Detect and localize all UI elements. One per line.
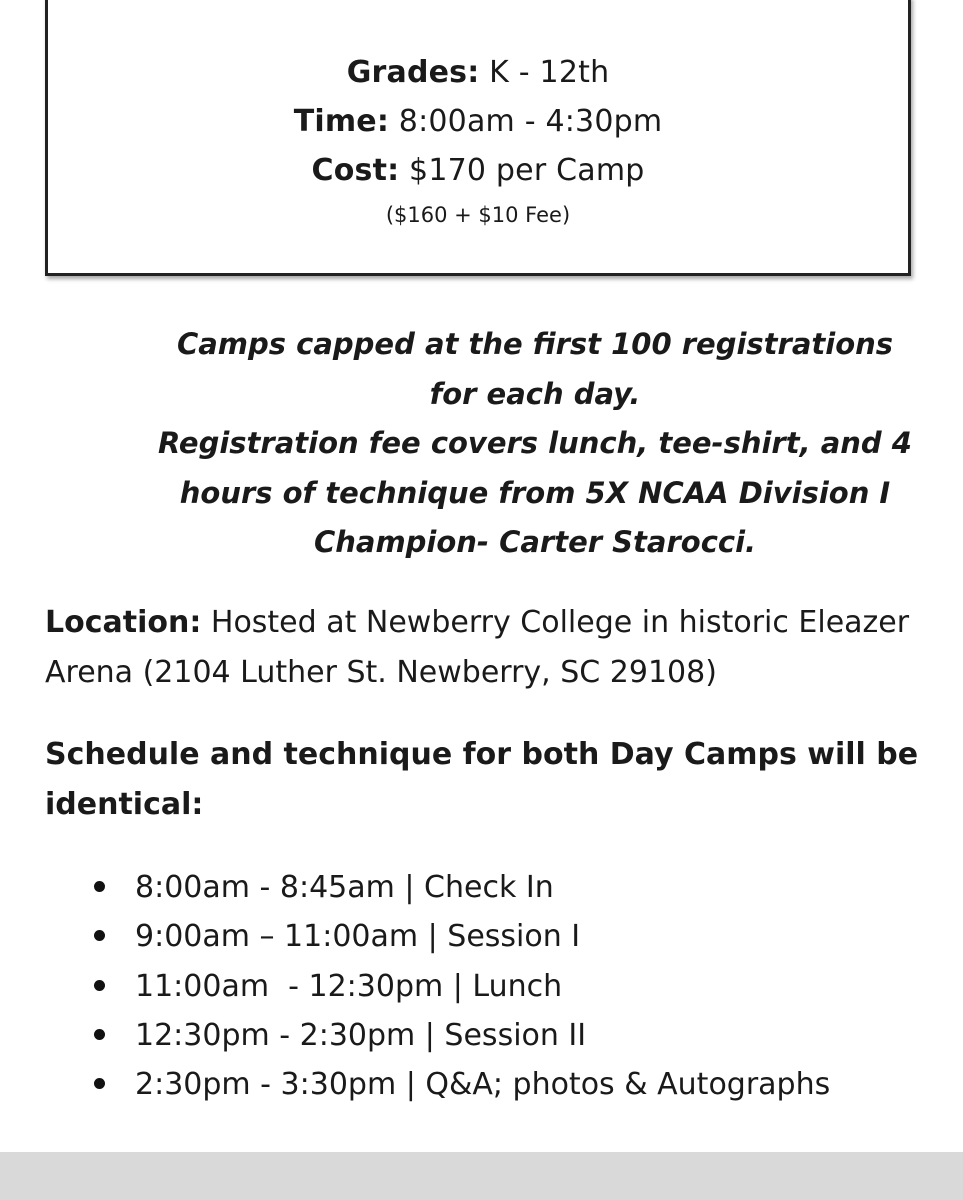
footer-bar — [0, 1152, 963, 1200]
schedule-item-text: 11:00am - 12:30pm | Lunch — [135, 968, 563, 1004]
location-label: Location: — [45, 605, 202, 640]
schedule-item-text: 9:00am – 11:00am | Session I — [135, 919, 581, 955]
bullet-icon — [94, 1078, 105, 1089]
grades-line — [48, 48, 908, 97]
registration-notice — [150, 320, 920, 568]
bullet-icon — [94, 980, 105, 991]
schedule-item — [0, 1011, 830, 1060]
cost-line — [48, 146, 908, 195]
grades-value: K - 12th — [479, 55, 610, 90]
time-label: Time: — [293, 104, 390, 139]
schedule-heading: Schedule and technique for both Day Camps will be identical: — [45, 737, 919, 822]
schedule-item — [0, 962, 830, 1011]
schedule-item-text: 2:30pm - 3:30pm | Q&A; photos & Autographs — [135, 1067, 831, 1103]
schedule-list — [0, 863, 830, 1109]
cost-value: $170 per Camp — [399, 153, 645, 188]
schedule-item — [0, 1060, 830, 1109]
schedule-item-text: 12:30pm - 2:30pm | Session II — [135, 1017, 587, 1053]
fee-note: ($160 + $10 Fee) — [385, 203, 571, 227]
camp-info-box — [45, 0, 911, 276]
capacity-notice: Camps capped at the first 100 registrations for each day. — [176, 327, 894, 411]
schedule-item — [0, 912, 830, 961]
time-line — [48, 97, 908, 146]
bullet-icon — [94, 1029, 105, 1040]
location-paragraph — [45, 598, 925, 698]
location-text: Hosted at Newberry College in historic Eleazer Arena (2104 Luther St. Newberry, SC 29108) — [45, 605, 910, 690]
cost-label: Cost: — [311, 153, 400, 188]
bullet-icon — [94, 881, 105, 892]
grades-label: Grades: — [346, 55, 480, 90]
schedule-item-text: 8:00am - 8:45am | Check In — [135, 870, 554, 905]
bullet-icon — [94, 930, 105, 941]
time-value: 8:00am - 4:30pm — [389, 104, 663, 139]
fee-coverage-notice: Registration fee covers lunch, tee-shirt, and 4 hours of technique from 5X NCAA Division I Champion- Carter Starocci. — [158, 426, 912, 559]
schedule-item — [0, 863, 830, 912]
